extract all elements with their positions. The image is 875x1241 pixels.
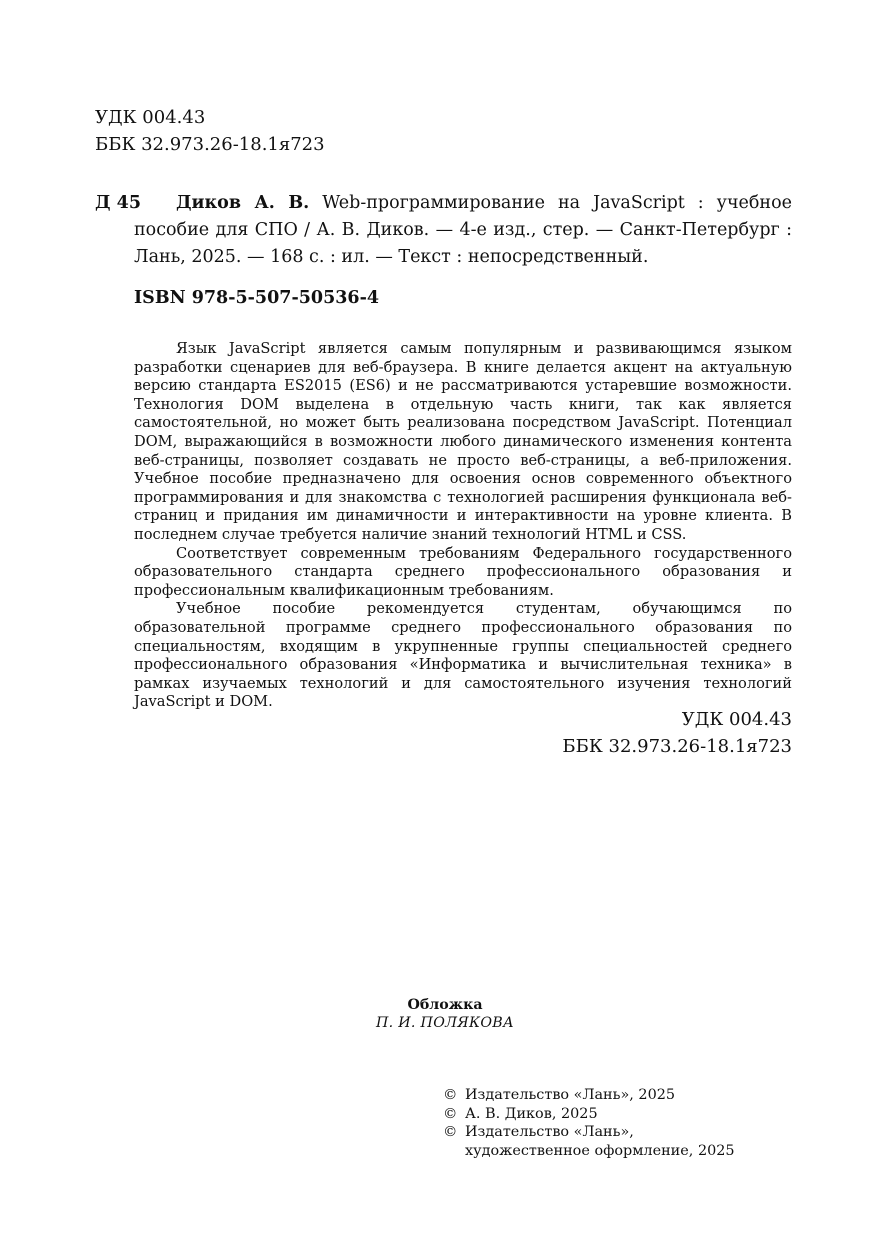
annotation — [134, 340, 792, 712]
title-and-imprint: Web-программирование на JavaScript : учебное пособие для СПО / А. В. Диков. — 4-е изд., стер. — Санкт-Петербург : Лань, 2025. — 168 с. : ил. — Текст : непосредственный. — [134, 193, 792, 267]
udk-code: УДК 004.43 — [95, 107, 206, 128]
bbk-code: ББК 32.973.26-18.1я723 — [562, 736, 792, 757]
copyright-icon: © — [443, 1105, 458, 1122]
copyright-line — [443, 1105, 735, 1124]
author-name: Диков А. В. — [176, 193, 310, 213]
bibliographic-entry — [95, 190, 792, 271]
bibliographic-description — [134, 190, 792, 271]
copyright-line-continuation — [443, 1142, 735, 1161]
isbn: ISBN 978-5-507-50536-4 — [134, 288, 380, 308]
annotation-paragraph: Соответствует современным требованиям Федерального государственного образовательного стандарта среднего профессионального образования и профессиональным квалификационным требованиям. — [134, 544, 792, 599]
copyright-text: Издательство «Лань», — [465, 1124, 634, 1140]
copyright-text: А. В. Диков, 2025 — [465, 1105, 598, 1122]
copyright-icon: © — [443, 1124, 458, 1140]
annotation-paragraph: Язык JavaScript является самым популярным и развивающимся языком разработки сценариев для веб-браузера. В книге делается акцент на актуальную версию стандарта ES2015 (ES6) и не рассматриваются устаревшие возможности. Технология DOM выделена в отдельную часть книги, так как является самостоятельной, но может быть реализована посредством JavaScript. Потенциал DOM, выражающийся в возможности любого динамического изменения контента веб-страницы, позволяет создавать не просто веб-страницы, а веб-приложения. Учебное пособие предназначено для освоения основ современного объектного программирования и для знакомства с технологией расширения функционала веб-страниц и придания им динамичности и интерактивности на уровне клиента. В последнем случае требуется наличие знаний технологий HTML и CSS. — [134, 340, 792, 543]
cover-designer: П. И. ПОЛЯКОВА — [375, 1015, 515, 1031]
copyright-text: художественное оформление, 2025 — [465, 1142, 735, 1159]
author-mark: Д 45 — [95, 193, 142, 213]
udk-code: УДК 004.43 — [681, 709, 792, 730]
copyright-block — [443, 1086, 735, 1160]
bbk-code: ББК 32.973.26-18.1я723 — [95, 134, 325, 155]
copyright-icon: © — [443, 1087, 458, 1103]
classification-codes-top — [95, 104, 325, 158]
copyright-line — [443, 1123, 735, 1142]
copyright-text: Издательство «Лань», 2025 — [465, 1087, 676, 1103]
classification-codes-bottom — [562, 706, 792, 760]
copyright-line — [443, 1086, 735, 1105]
cover-credit — [300, 996, 590, 1032]
cover-label: Обложка — [407, 997, 483, 1013]
annotation-paragraph: Учебное пособие рекомендуется студентам, обучающимся по образовательной программе среднего профессионального образования по специальностям, входящим в укрупненные группы специальностей среднего профессионального образования «Информатика и вычислительная техника» в рамках изучаемых технологий и для самостоятельного изучения технологий JavaScript и DOM. — [134, 600, 792, 711]
